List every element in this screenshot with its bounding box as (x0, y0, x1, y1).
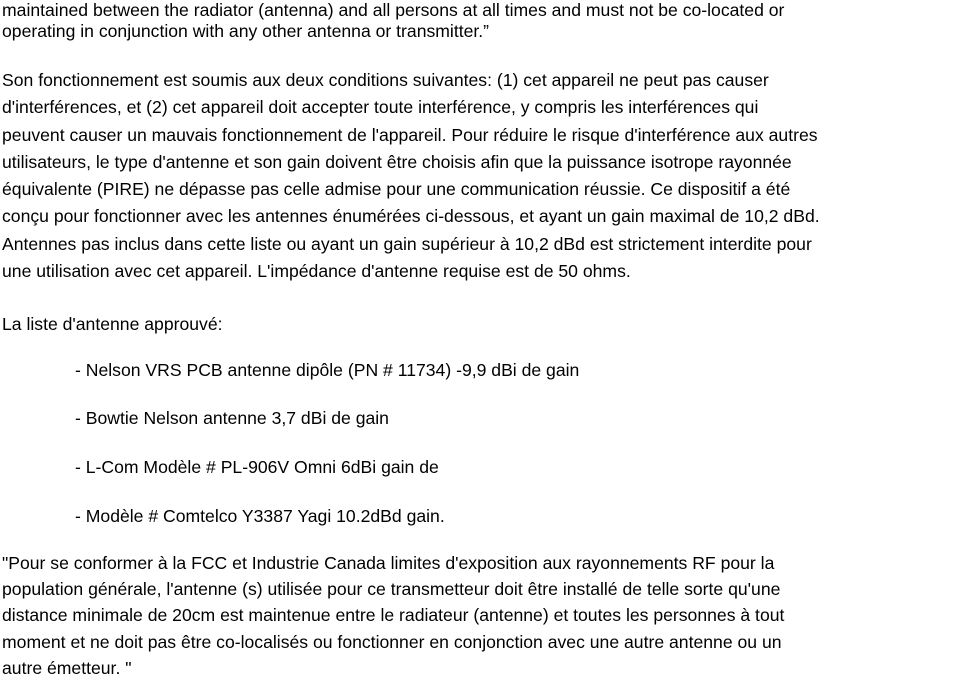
antenna-list-item: - Bowtie Nelson antenne 3,7 dBi de gain (75, 408, 389, 428)
antenna-list-item: - L-Com Modèle # PL-906V Omni 6dBi gain de (75, 457, 439, 477)
text-line: conçu pour fonctionner avec les antennes énumérées ci-dessous, et ayant un gain maximal de 10,2 dBd. (2, 206, 820, 227)
antenna-list-title: La liste d'antenne approuvé: (2, 314, 223, 334)
text-line: peuvent causer un mauvais fonctionnement de l'appareil. Pour réduire le risque d'interférence aux autres (2, 124, 818, 145)
text-line: utilisateurs, le type d'antenne et son gain doivent être choisis afin que la puissance isotrope rayonnée (2, 151, 792, 172)
text-line: distance minimale de 20cm est maintenue entre le radiateur (antenne) et toutes les personnes à tout (2, 605, 785, 626)
text-line: moment et ne doit pas être co-localisés ou fonctionner en conjonction avec une autre antenne ou un (2, 631, 782, 652)
text-line: operating in conjunction with any other antenna or transmitter.” (2, 21, 490, 41)
french-conditions-paragraph (2, 67, 820, 285)
text-line: Son fonctionnement est soumis aux deux conditions suivantes: (1) cet appareil ne peut pas causer (2, 70, 769, 90)
text-line: autre émetteur. " (2, 657, 132, 678)
text-line: "Pour se conformer à la FCC et Industrie Canada limites d'exposition aux rayonnements RF pour la (2, 553, 775, 573)
text-line: une utilisation avec cet appareil. L'impédance d'antenne requise est de 50 ohms. (2, 261, 631, 282)
text-line: population générale, l'antenne (s) utilisée pour ce transmetteur doit être installé de telle sorte qu'une (2, 579, 781, 600)
text-line: maintained between the radiator (antenna) and all persons at all times and must not be co-located or (2, 0, 785, 20)
antenna-list-item: - Nelson VRS PCB antenne dipôle (PN # 11734) -9,9 dBi de gain (75, 360, 580, 380)
text-line: équivalente (PIRE) ne dépasse pas celle admise pour une communication réussie. Ce dispositif a été (2, 179, 791, 200)
english-paragraph-continuation (2, 0, 784, 42)
text-line: d'interférences, et (2) cet appareil doit accepter toute interférence, y compris les interférences qui (2, 97, 759, 118)
antenna-list-item: - Modèle # Comtelco Y3387 Yagi 10.2dBd gain. (75, 506, 445, 526)
rf-exposure-paragraph (2, 550, 784, 681)
text-line: Antennes pas inclus dans cette liste ou ayant un gain supérieur à 10,2 dBd est strictement interdite pour (2, 233, 812, 254)
